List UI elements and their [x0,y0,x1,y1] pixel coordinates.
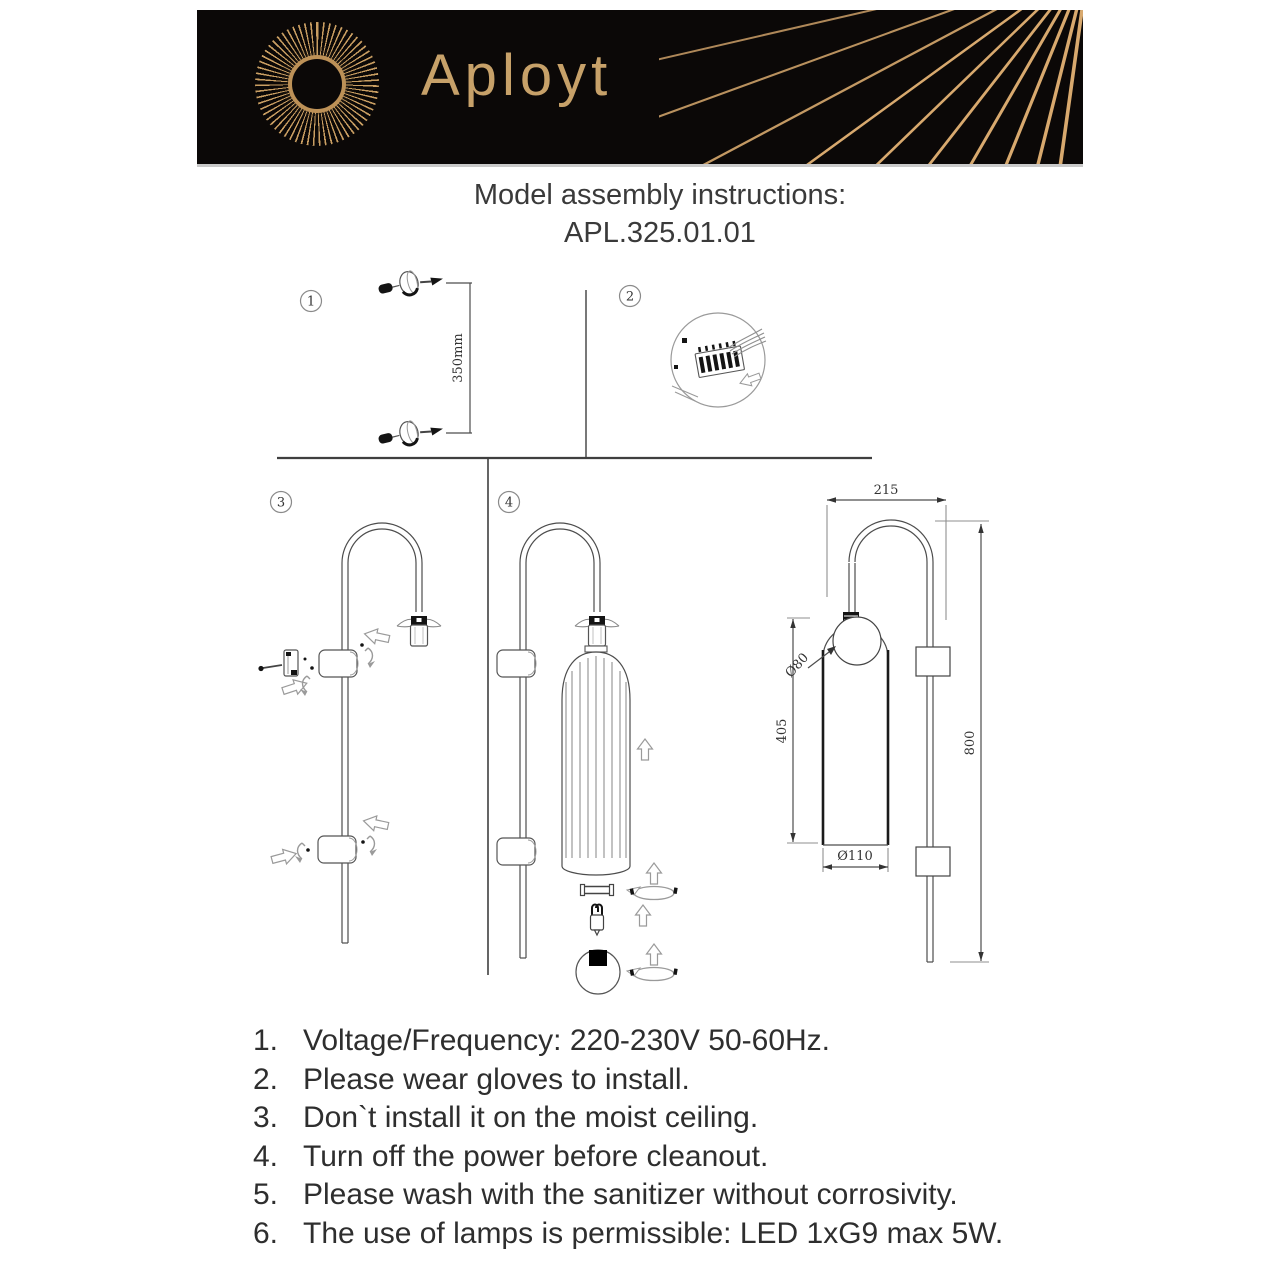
step-4-diagram [497,523,678,994]
mount-spacing-label: 350mm [451,333,466,383]
step-number-badges [271,286,641,513]
list-item-number: 3. [253,1101,279,1135]
shade-height-dimension-label: 405 [775,718,790,744]
list-item [253,1176,1003,1215]
list-item-text: The use of lamps is permissible: LED 1xG9 max 5W. [303,1216,1004,1250]
list-item-text: Voltage/Frequency: 220-230V 50-60Hz. [303,1024,831,1057]
list-item [253,1138,1003,1177]
list-item-text: Turn off the power before cleanout. [303,1139,769,1173]
list-item [253,1061,1003,1100]
g9-bulb [591,905,604,936]
list-item [253,1022,1003,1061]
list-item-number: 6. [253,1216,279,1250]
step-3-diagram [258,523,441,943]
model-number: APL.325.01.01 [564,217,756,249]
list-item-text: Please wash with the sanitizer without corrosivity. [303,1178,958,1212]
list-item-text: Please wear gloves to install. [303,1062,690,1096]
step-1-number: 1 [306,294,316,310]
list-item [253,1215,1003,1254]
dimension-drawing [775,483,989,962]
brand-name: Aployt [421,43,613,108]
height-dimension-label: 800 [963,730,978,756]
width-dimension-label: 215 [873,483,899,498]
instructions-list [253,1022,1003,1254]
list-item [253,1099,1003,1138]
retaining-ring [581,885,614,896]
list-item-number: 2. [253,1062,279,1096]
list-item-number: 4. [253,1139,279,1173]
shade-diameter-label: Ø110 [837,849,873,864]
panel-dividers [277,290,872,975]
glass-shade [562,652,630,875]
list-item-number: 5. [253,1178,279,1212]
step-2-number: 2 [625,289,635,305]
list-item-number: 1. [253,1024,279,1057]
step-4-number: 4 [504,495,514,511]
glass-ball [576,950,620,994]
step-3-number: 3 [276,495,286,511]
step-1-diagram [376,264,472,452]
ball-diameter-label: Ø80 [782,650,813,681]
list-item-text: Don`t install it on the moist ceiling. [303,1101,759,1135]
page-title: Model assembly instructions: [473,179,847,211]
step-2-diagram [671,313,766,407]
